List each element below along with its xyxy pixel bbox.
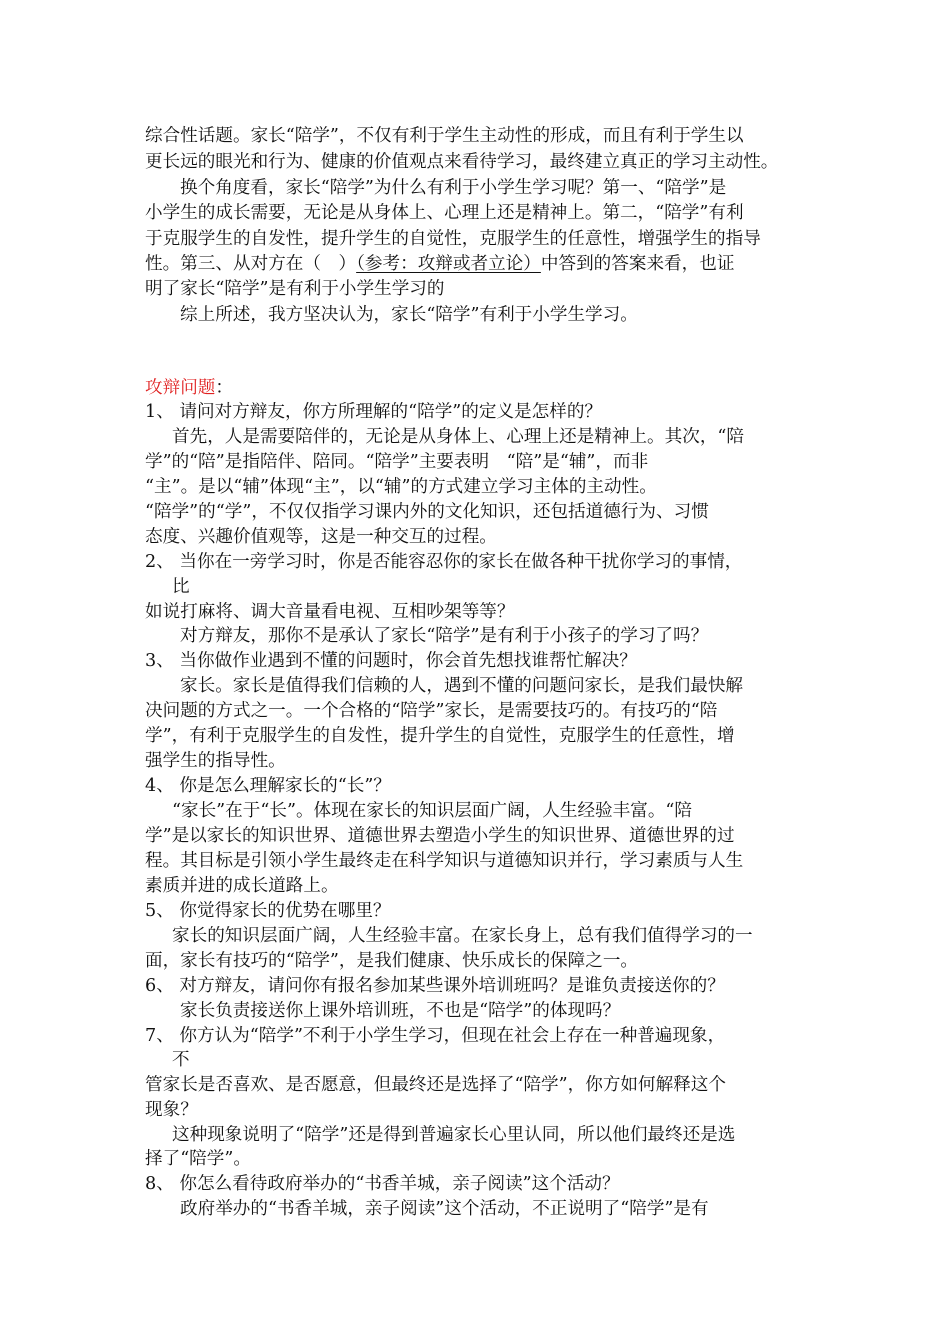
answer-2: 对方辩友，那你不是承认了家长“陪学”是有利于小孩子的学习了吗？ <box>180 626 709 646</box>
intro-paragraph-2-line-1: 换个角度看，家长“陪学”为什么有利于小学生学习呢？第一、“陪学”是 <box>180 178 727 198</box>
intro-line-4-start: 性。第三、从对方在（ ） <box>145 254 357 274</box>
answer-1-line-3: “主”。是以“辅”体现“主”，以“辅”的方式建立学习主体的主动性。 <box>145 477 657 497</box>
question-7-line-1: 7、 你方认为“陪学”不利于小学生学习，但现在社会上存在一种普遍现象， <box>145 1026 726 1046</box>
section-heading-text: 攻辩问题 <box>145 378 216 398</box>
intro-paragraph-2-line-4 <box>145 252 734 276</box>
answer-4-line-4: 素质并进的成长道路上。 <box>145 876 339 896</box>
question-2-line-3: 如说打麻将、调大音量看电视、互相吵架等等？ <box>145 602 515 622</box>
answer-4-line-1: “家长”在于“长”。体现在家长的知识层面广阔，人生经验丰富。“陪 <box>172 801 693 821</box>
answer-1-line-5: 态度、兴趣价值观等，这是一种交互的过程。 <box>145 527 497 547</box>
answer-3-line-1: 家长。家长是值得我们信赖的人，遇到不懂的问题问家长，是我们最快解 <box>180 676 744 696</box>
intro-paragraph-1-line-2: 更长远的眼光和行为、健康的价值观点来看待学习，最终建立真正的学习主动性。 <box>145 152 779 172</box>
intro-paragraph-1-line-1: 综合性话题。家长“陪学”，不仅有利于学生主动性的形成，而且有利于学生以 <box>145 126 744 146</box>
question-7-line-3: 管家长是否喜欢、是否愿意，但最终还是选择了“陪学”，你方如何解释这个 <box>145 1075 726 1095</box>
section-heading-colon: ： <box>215 378 233 398</box>
answer-8-line-1: 政府举办的“书香羊城，亲子阅读”这个活动，不正说明了“陪学”是有 <box>180 1199 709 1219</box>
answer-1-line-2: 学”的“陪”是指陪伴、陪同。“陪学”主要表明 “陪”是“辅”，而非 <box>145 452 649 472</box>
question-2-line-1: 2、 当你在一旁学习时，你是否能容忍你的家长在做各种干扰你学习的事情， <box>145 552 743 572</box>
question-7-line-4: 现象？ <box>145 1100 198 1120</box>
question-8: 8、 你怎么看待政府举办的“书香羊城，亲子阅读”这个活动？ <box>145 1174 620 1194</box>
question-1: 1、 请问对方辩友，你方所理解的“陪学”的定义是怎样的？ <box>145 402 603 422</box>
answer-3-line-3: 学”，有利于克服学生的自发性，提升学生的自觉性，克服学生的任意性，增 <box>145 726 735 746</box>
intro-paragraph-2-line-2: 小学生的成长需要，无论是从身体上、心理上还是精神上。第二，“陪学”有利 <box>145 203 744 223</box>
answer-5-line-1: 家长的知识层面广阔，人生经验丰富。在家长身上，总有我们值得学习的一 <box>172 926 753 946</box>
answer-4-line-3: 程。其目标是引领小学生最终走在科学知识与道德知识并行，学习素质与人生 <box>145 851 744 871</box>
answer-6: 家长负责接送你上课外培训班，不也是“陪学”的体现吗？ <box>180 1001 621 1021</box>
question-2-line-2: 比 <box>172 577 190 597</box>
conclusion-paragraph: 综上所述，我方坚决认为，家长“陪学”有利于小学生学习。 <box>180 305 638 325</box>
answer-7-line-2: 择了“陪学”。 <box>145 1149 251 1169</box>
answer-3-line-4: 强学生的指导性。 <box>145 751 286 771</box>
answer-3-line-2: 决问题的方式之一。一个合格的“陪学”家长，是需要技巧的。有技巧的“陪 <box>145 701 718 721</box>
section-heading <box>145 376 233 400</box>
answer-1-line-4: “陪学”的“学”，不仅仅指学习课内外的文化知识，还包括道德行为、习惯 <box>145 502 709 522</box>
question-7-line-2: 不 <box>172 1050 190 1070</box>
intro-paragraph-2-line-3: 于克服学生的自发性，提升学生的自觉性，克服学生的任意性，增强学生的指导 <box>145 229 761 249</box>
answer-1-line-1: 首先，人是需要陪伴的，无论是从身体上、心理上还是精神上。其次，“陪 <box>172 427 744 447</box>
answer-4-line-2: 学”是以家长的知识世界、道德世界去塑造小学生的知识世界、道德世界的过 <box>145 826 735 846</box>
answer-5-line-2: 面，家长有技巧的“陪学”，是我们健康、快乐成长的保障之一。 <box>145 951 639 971</box>
intro-line-4-end: 中答到的答案来看，也证 <box>540 254 735 274</box>
reference-note: （参考：攻辩或者立论） <box>356 254 541 274</box>
question-6: 6、 对方辩友，请问你有报名参加某些课外培训班吗？是谁负责接送你的？ <box>145 976 725 996</box>
question-5: 5、 你觉得家长的优势在哪里？ <box>145 901 391 921</box>
answer-7-line-1: 这种现象说明了“陪学”还是得到普遍家长心里认同，所以他们最终还是选 <box>172 1125 736 1145</box>
intro-paragraph-2-line-5: 明了家长“陪学”是有利于小学生学习的 <box>145 279 445 299</box>
question-4: 4、 你是怎么理解家长的“长”？ <box>145 776 391 796</box>
question-3: 3、 当你做作业遇到不懂的问题时，你会首先想找谁帮忙解决？ <box>145 651 637 671</box>
